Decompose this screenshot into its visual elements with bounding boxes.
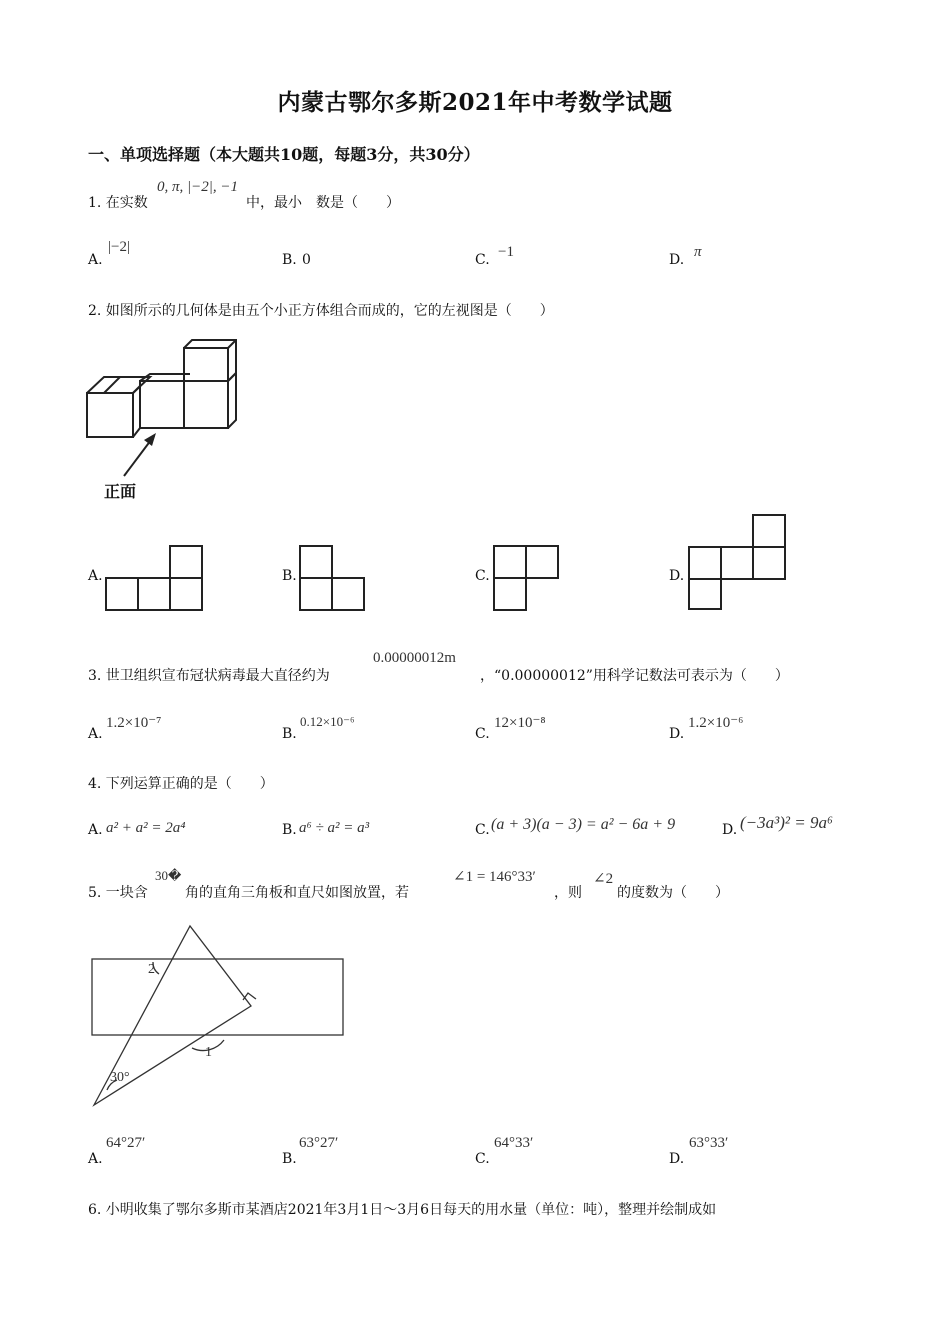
q4-option-c-label: C. (475, 822, 490, 838)
q2-option-c-figure (492, 544, 562, 612)
q2-option-a-label: A. (88, 568, 103, 584)
q5-text-after: 的度数为（ ） (617, 885, 729, 901)
q2-text: 2. 如图所示的几何体是由五个小正方体组合而成的，它的左视图是（ ） (88, 303, 554, 319)
q1-option-b-label: B. (282, 252, 297, 268)
q5-option-c-label: C. (475, 1151, 490, 1167)
q5-figure-label-1: 1 (205, 1045, 212, 1060)
q4-option-d-label: D. (722, 822, 738, 838)
q2-option-c-label: C. (475, 568, 490, 584)
q1-option-d: π (694, 244, 702, 260)
q1-option-b: 0 (302, 252, 311, 268)
q1-option-c: −1 (498, 244, 514, 260)
q3-option-a-label: A. (88, 726, 103, 742)
q5-option-b: 63°27′ (299, 1135, 339, 1151)
q4-option-a: a² + a² = 2a⁴ (106, 820, 186, 836)
q4-option-b-label: B. (282, 822, 297, 838)
q5-math-30: 30� (155, 868, 182, 883)
q5-option-d-label: D. (669, 1151, 685, 1167)
q3-text-after: ，“0.00000012”用科学记数法可表示为（ ） (480, 668, 789, 684)
q4-text: 4. 下列运算正确的是（ ） (88, 776, 274, 792)
page-title: 内蒙古鄂尔多斯2021年中考数学试题 (277, 89, 673, 116)
q1-text-before: 1. 在实数 (88, 195, 148, 211)
q5-math-angle1: ∠1 = 146°33′ (453, 869, 536, 885)
q2-front-label: 正面 (104, 482, 137, 501)
q3-option-b: 0.12×10⁻⁶ (300, 714, 355, 729)
q4-option-d: (−3a³)² = 9a⁶ (740, 813, 833, 832)
q1-option-a: |−2| (108, 239, 130, 255)
q5-text-mid: 角的直角三角板和直尺如图放置，若 (185, 885, 409, 901)
q1-option-d-label: D. (669, 252, 685, 268)
q2-option-b-label: B. (282, 568, 297, 584)
q3-option-b-label: B. (282, 726, 297, 742)
q5-option-b-label: B. (282, 1151, 297, 1167)
q3-option-a: 1.2×10⁻⁷ (106, 715, 162, 731)
q3-option-c: 12×10⁻⁸ (494, 715, 546, 731)
q5-option-c: 64°33′ (494, 1135, 534, 1151)
q3-text-before: 3. 世卫组织宣布冠状病毒最大直径约为 (88, 668, 330, 684)
q5-text-before: 5. 一块含 (88, 885, 148, 901)
q4-option-a-label: A. (88, 822, 103, 838)
q2-option-b-figure (298, 544, 368, 612)
q3-option-c-label: C. (475, 726, 490, 742)
q5-option-a: 64°27′ (106, 1135, 146, 1151)
q5-option-a-label: A. (88, 1151, 103, 1167)
q3-math: 0.00000012m (373, 650, 456, 666)
q5-option-d: 63°33′ (689, 1135, 729, 1151)
q1-math: 0, π, |−2|, −1 (157, 179, 239, 195)
section-heading: 一、单项选择题（本大题共10题，每题3分，共30分） (88, 145, 480, 164)
q1-option-c-label: C. (475, 252, 490, 268)
q3-option-d-label: D. (669, 726, 685, 742)
q6-text: 6. 小明收集了鄂尔多斯市某酒店2021年3月1日～3月6日每天的用水量（单位：吨），整理并绘制成如 (88, 1202, 717, 1218)
q5-math-angle2: ∠2 (593, 871, 614, 887)
q3-option-d: 1.2×10⁻⁶ (688, 715, 744, 731)
q2-option-d-figure (687, 513, 789, 611)
q1-text-after: 中，最小 数是（ ） (246, 195, 400, 211)
q5-text-mid2: ，则 (554, 885, 582, 901)
q4-option-b: a⁶ ÷ a² = a³ (299, 820, 370, 836)
q5-figure-label-2: 2 (148, 962, 155, 977)
q1-option-a-label: A. (88, 252, 103, 268)
q4-option-c: (a + 3)(a − 3) = a² − 6a + 9 (491, 816, 676, 833)
q2-option-d-label: D. (669, 568, 685, 584)
q2-option-a-figure (104, 544, 206, 612)
q5-figure-label-30: 30° (110, 1070, 130, 1085)
